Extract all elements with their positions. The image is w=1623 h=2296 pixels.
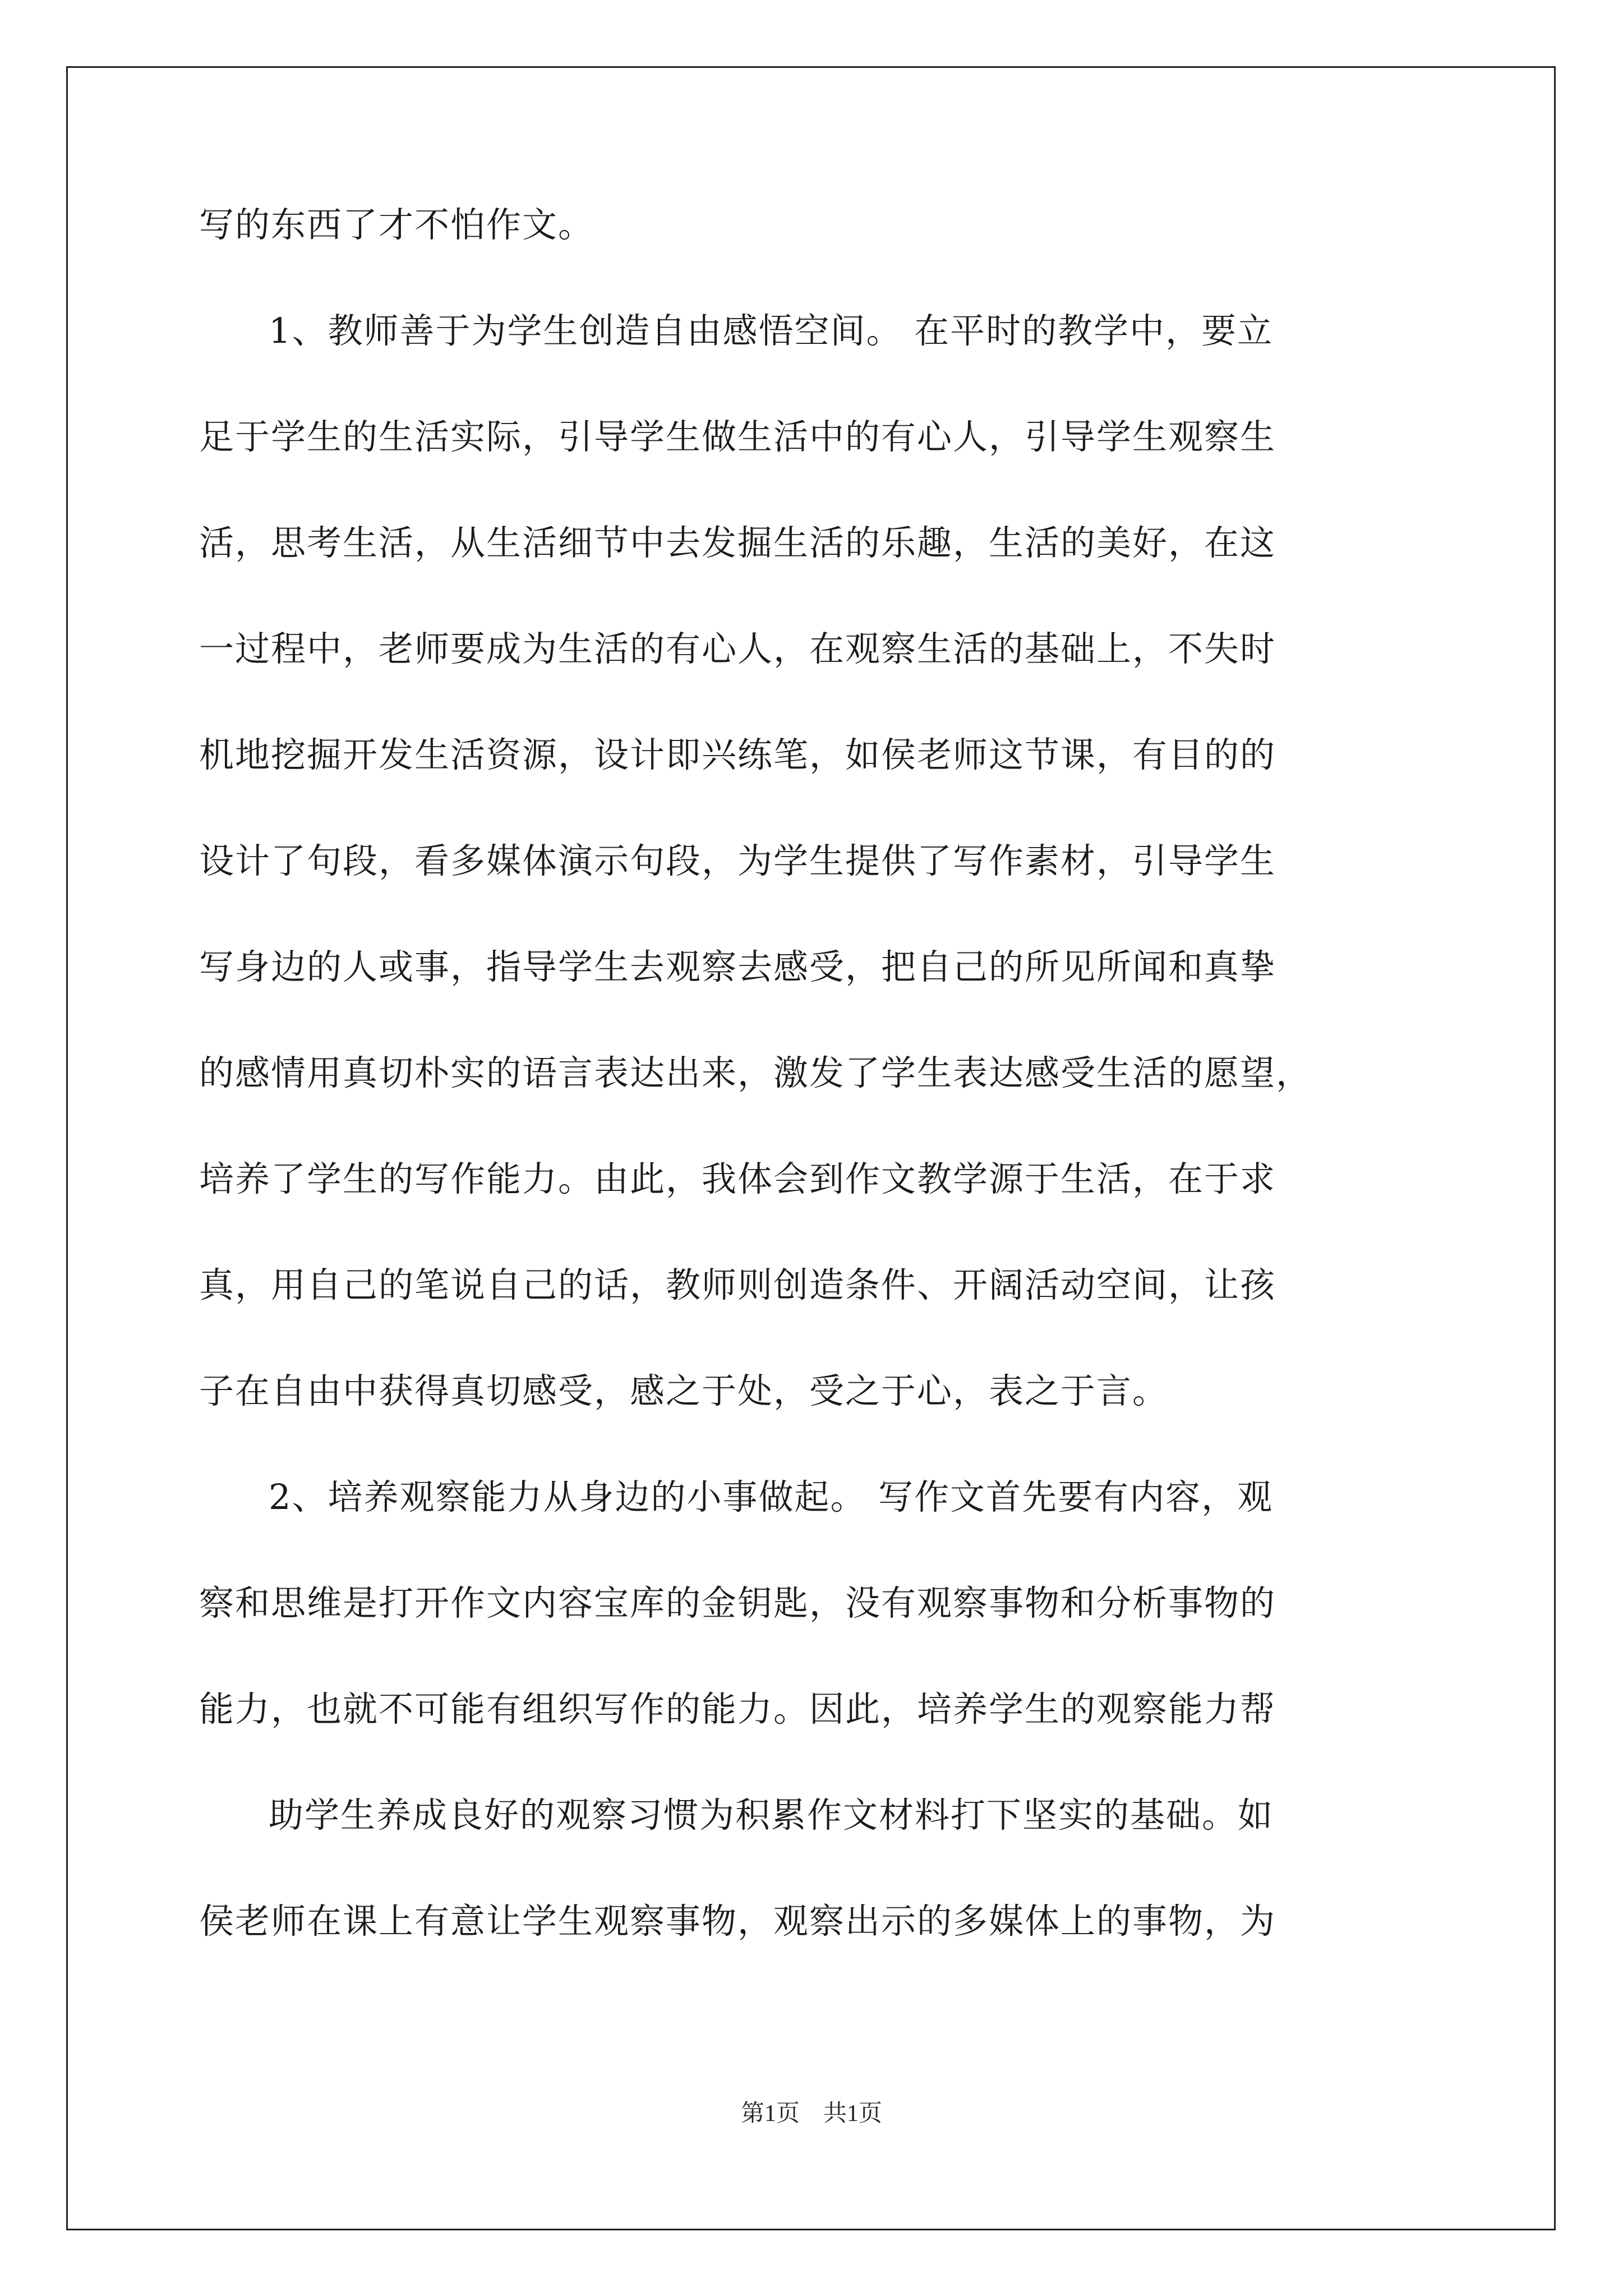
text-line: 机地挖掘开发生活资源，设计即兴练笔，如侯老师这节课，有目的的: [199, 734, 1276, 775]
text-line: 足于学生的生活实际，引导学生做生活中的有心人，引导学生观察生: [199, 416, 1276, 457]
text-line: 1、教师善于为学生创造自由感悟空间。 在平时的教学中，要立: [269, 310, 1274, 351]
text-line: 培养了学生的写作能力。由此，我体会到作文教学源于生活，在于求: [199, 1158, 1276, 1199]
text-line: 活，思考生活，从生活细节中去发掘生活的乐趣，生活的美好，在这: [199, 522, 1276, 563]
text-line: 子在自由中获得真切感受，感之于处，受之于心，表之于言。: [199, 1370, 1169, 1411]
document-body: [199, 204, 1433, 2010]
text-line: 察和思维是打开作文内容宝库的金钥匙，没有观察事物和分析事物的: [199, 1582, 1276, 1623]
text-line: 2、培养观察能力从身边的小事做起。 写作文首先要有内容，观: [269, 1476, 1274, 1517]
text-line: 写的东西了才不怕作文。: [199, 204, 594, 245]
text-line: 助学生养成良好的观察习惯为积累作文材料打下坚实的基础。如: [269, 1795, 1274, 1835]
text-line: 写身边的人或事，指导学生去观察去感受，把自己的所见所闻和真挚: [199, 946, 1276, 987]
text-line: 的感情用真切朴实的语言表达出来，激发了学生表达感受生活的愿望，: [199, 1052, 1312, 1093]
text-line: 能力，也就不可能有组织写作的能力。因此，培养学生的观察能力帮: [199, 1688, 1276, 1729]
text-line: 侯老师在课上有意让学生观察事物，观察出示的多媒体上的事物，为: [199, 1901, 1276, 1941]
text-line: 设计了句段，看多媒体演示句段，为学生提供了写作素材，引导学生: [199, 840, 1276, 881]
text-line: 真，用自己的笔说自己的话，教师则创造条件、开阔活动空间，让孩: [199, 1264, 1276, 1305]
page-number-footer: 第1页 共1页: [740, 2101, 882, 2127]
text-line: 一过程中，老师要成为生活的有心人，在观察生活的基础上，不失时: [199, 628, 1276, 669]
